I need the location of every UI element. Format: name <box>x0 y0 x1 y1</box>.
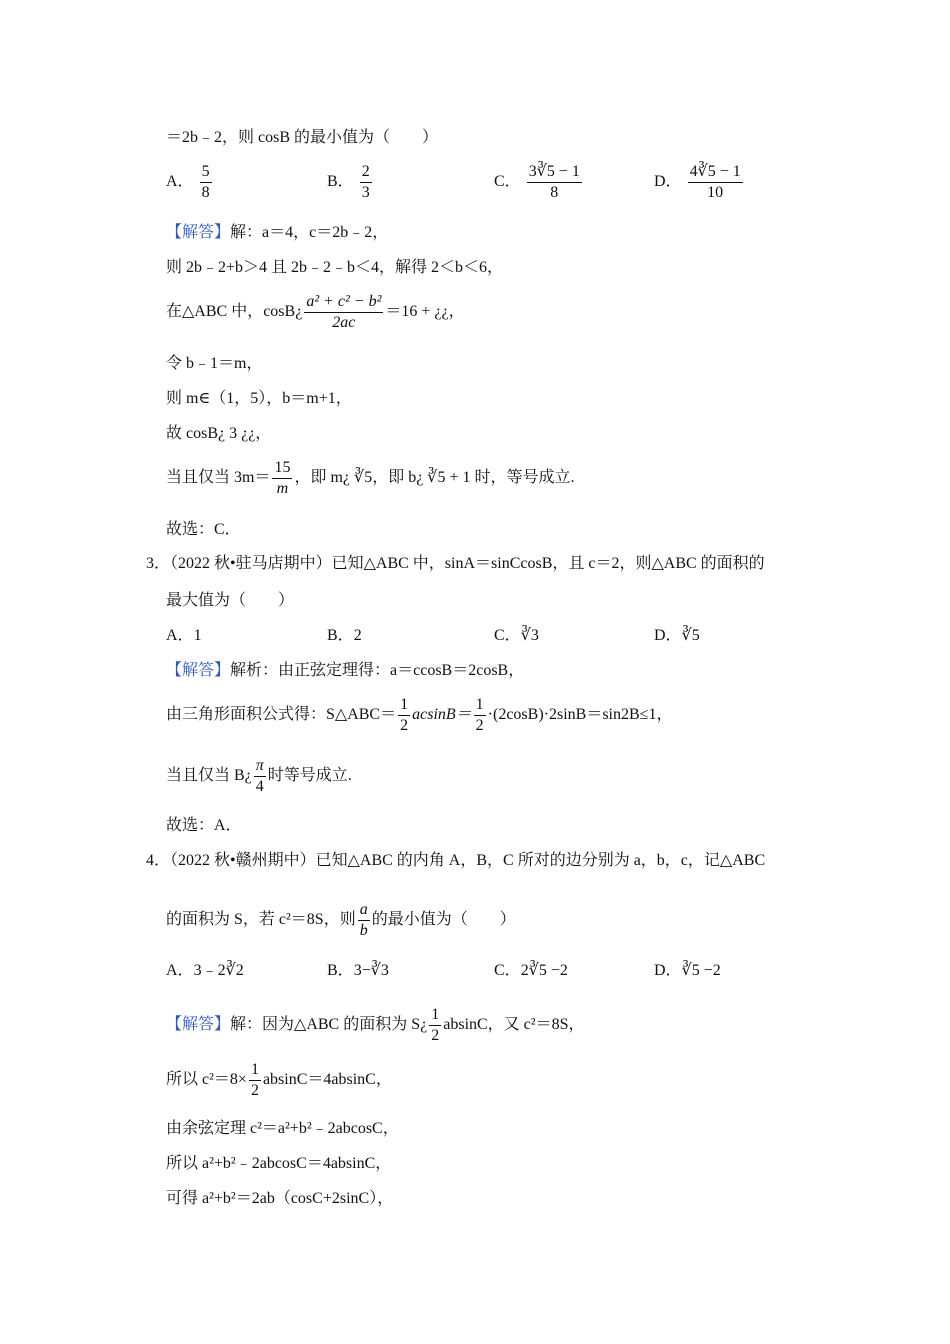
q2-option-c[interactable] <box>494 162 584 203</box>
pi-over-four: $\frac{\pi}{4}$ <box>255 757 264 795</box>
q2-solution-line-1: 【解答】解：a＝4，c＝2b﹣2， <box>166 224 389 241</box>
q2-choice: 故选：C． <box>166 521 241 538</box>
q4-option-b[interactable]: B．3−∛3 <box>327 962 389 979</box>
q3-option-a[interactable]: A．1 <box>166 627 202 644</box>
q2-solution-line-7: 当且仅当 3m＝ $\frac{15}{m}$ ，即 m¿ ∛5，即 b¿ ∛5 + 1 时，等号成立. <box>166 459 575 497</box>
q4-stem-line-1: 4．（2022 秋•赣州期中）已知△ABC 的内角 A，B，C 所对的边分别为 a，b，c，记△ABC <box>146 852 766 869</box>
q3-solution-line-2: 由三角形面积公式得：S△ABC＝ $\frac{1}{2}$ acsinB＝ $\frac{1}{2}$ ·(2cosB)·2sinB＝sin2B≤1， <box>166 696 673 734</box>
q4-solution-line-3: 由余弦定理 c²＝a²+b²﹣2abcosC， <box>166 1120 399 1137</box>
q3-option-d[interactable]: D．∛5 <box>654 627 700 644</box>
option-label: D． <box>654 173 682 191</box>
q2-option-a[interactable] <box>166 162 214 203</box>
q2-solution-line-3: 在△ABC 中，cosB¿ $\frac{\text{a² + c² − b²}}{2ac}$ ＝16 + ¿¿， <box>166 293 465 331</box>
q4-option-a[interactable]: A．3﹣2∛2 <box>166 962 244 979</box>
q2-solution-line-4: 令 b﹣1＝m， <box>166 355 263 372</box>
q3-solution-line-1: 【解答】解析：由正弦定理得：a＝ccosB＝2cosB， <box>166 662 525 679</box>
q4-option-c[interactable]: C．2∛5 −2 <box>494 962 568 979</box>
q4-solution-line-1: 【解答】解：因为△ABC 的面积为 S¿ $\frac{1}{2}$ absinC，又 c²＝8S， <box>166 1006 585 1044</box>
half-fraction: $\frac{1}{2}$ <box>475 696 484 734</box>
option-label: C． <box>494 173 521 191</box>
q4-solution-line-2: 所以 c²＝8× $\frac{1}{2}$ absinC＝4absinC， <box>166 1061 392 1099</box>
option-fraction: $\frac{4∛5 - 1}{10}$ <box>689 163 741 201</box>
cos-fraction: $\frac{\text{a² + c² − b²}}{2ac}$ <box>306 293 382 331</box>
q2-solution-line-2: 则 2b﹣2+b＞4 且 2b﹣2﹣b＜4，解得 2＜b＜6， <box>166 259 504 276</box>
answer-tag: 【解答】 <box>166 224 231 241</box>
option-fraction: $\frac{5}{8}$ <box>201 163 210 201</box>
option-fraction: $\frac{2}{3}$ <box>361 163 370 201</box>
fifteen-over-m: $\frac{15}{m}$ <box>274 459 291 497</box>
q3-option-b[interactable]: B．2 <box>327 627 362 644</box>
answer-tag: 【解答】 <box>166 1016 231 1034</box>
option-label: B． <box>327 173 354 191</box>
half-fraction: $\frac{1}{2}$ <box>400 696 409 734</box>
q3-stem-line-1: 3．（2022 秋•驻马店期中）已知△ABC 中，sinA＝sinCcosB，且 c＝2，则△ABC 的面积的 <box>146 555 765 572</box>
q3-choice: 故选：A． <box>166 817 242 834</box>
q4-solution-line-5: 可得 a²+b²＝2ab（cosC+2sinC）， <box>166 1190 394 1207</box>
option-fraction: $\frac{3∛5 - 1}{8}$ <box>528 163 580 201</box>
q4-solution-line-4: 所以 a²+b²﹣2abcosC＝4absinC， <box>166 1155 392 1172</box>
q2-option-d[interactable] <box>654 162 745 203</box>
q3-option-c[interactable]: C．∛3 <box>494 627 539 644</box>
answer-tag: 【解答】 <box>166 662 231 679</box>
a-over-b: $\frac{a}{b}$ <box>359 901 368 939</box>
q3-stem-line-2: 最大值为（ ） <box>166 592 295 609</box>
half-fraction: $\frac{1}{2}$ <box>431 1006 440 1044</box>
q3-solution-line-3: 当且仅当 B¿ $\frac{\pi}{4}$ 时等号成立. <box>166 757 352 795</box>
q2-solution-line-5: 则 m∈（1，5），b＝m+1， <box>166 390 352 407</box>
option-label: A． <box>166 173 194 191</box>
q2-stem-tail: ＝2b﹣2，则 cosB 的最小值为（ ） <box>166 129 439 146</box>
q2-option-b[interactable] <box>327 162 374 203</box>
q2-solution-line-6: 故 cosB¿ 3 ¿¿， <box>166 425 272 442</box>
q4-stem-line-2: 的面积为 S，若 c²＝8S，则 $\frac{a}{b}$ 的最小值为（ ） <box>166 901 516 939</box>
q4-option-d[interactable]: D．∛5 −2 <box>654 962 721 979</box>
half-fraction: $\frac{1}{2}$ <box>250 1061 259 1099</box>
